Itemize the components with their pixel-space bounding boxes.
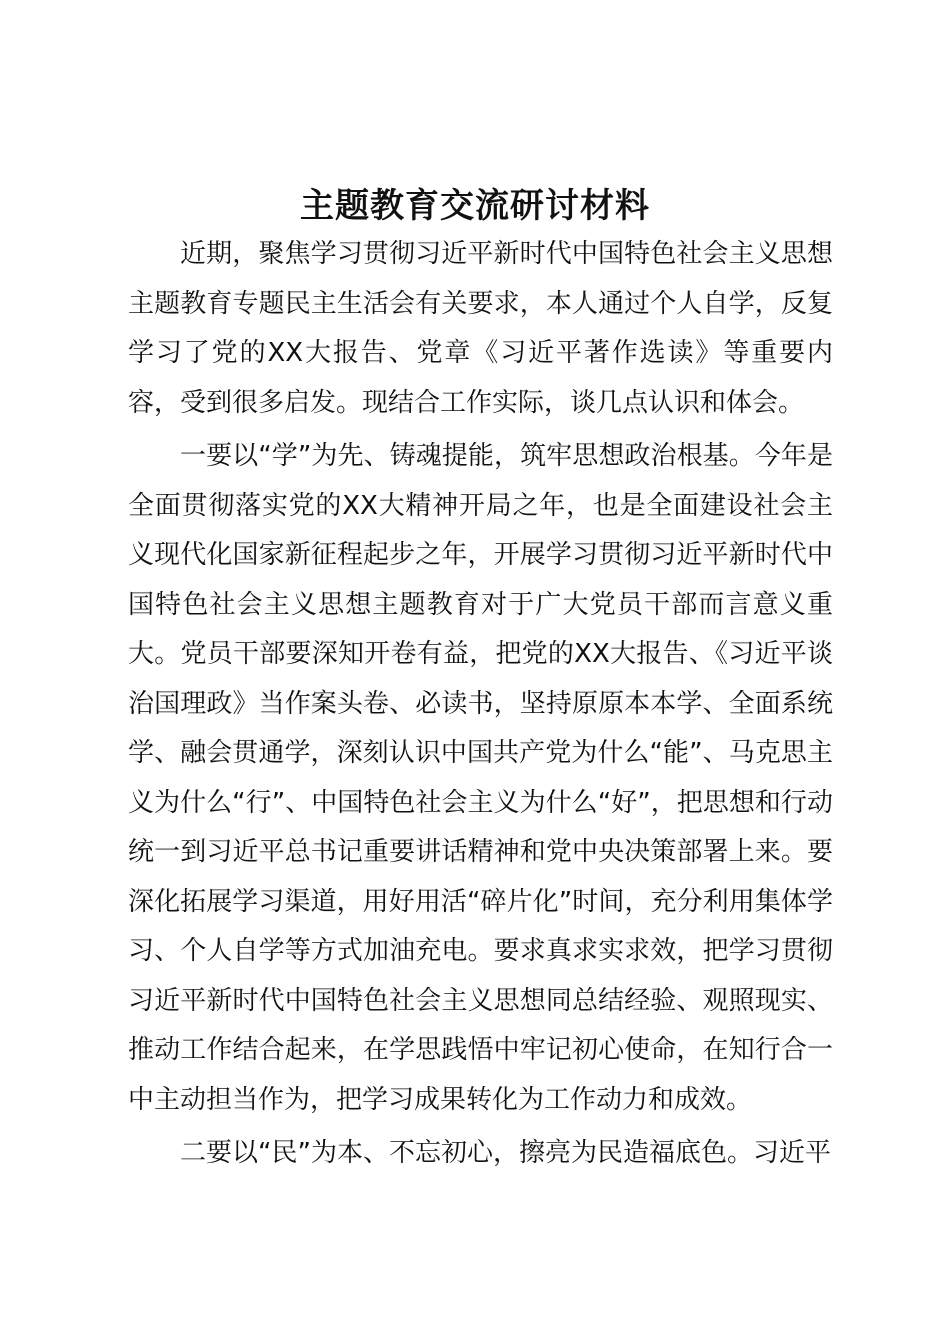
document-title: 主题教育交流研讨材料 <box>300 186 650 226</box>
paragraph-point-two: 二要以“民”为本、不忘初心，擦亮为民造福底色。习近平 <box>180 1138 831 1168</box>
document-body <box>128 230 833 1183</box>
paragraph-intro: 近期，聚焦学习贯彻习近平新时代中国特色社会主义思想主题教育专题民主生活会有关要求，本人通过个人自学，反复学习了党的XX大报告、党章《习近平著作选读》等重要内容，受到很多启发。现结合工作实际，谈几点认识和体会。 <box>128 239 833 418</box>
paragraph-point-one: 一要以“学”为先、铸魂提能，筑牢思想政治根基。今年是全面贯彻落实党的XX大精神开局之年，也是全面建设社会主义现代化国家新征程起步之年，开展学习贯彻习近平新时代中国特色社会主义思想主题教育对于广大党员干部而言意义重大。党员干部要深知开卷有益，把党的XX大报告、《习近平谈治国理政》当作案头卷、必读书，坚持原原本本学、全面系统学、融会贯通学，深刻认识中国共产党为什么“能”、马克思主义为什么“行”、中国特色社会主义为什么“好”，把思想和行动统一到习近平总书记重要讲话精神和党中央决策部署上来。要深化拓展学习渠道，用好用活“碎片化”时间，充分利用集体学习、个人自学等方式加油充电。要求真求实求效，把学习贯彻习近平新时代中国特色社会主义思想同总结经验、观照现实、推动工作结合起来，在学思践悟中牢记初心使命，在知行合一中主动担当作为，把学习成果转化为工作动力和成效。 <box>128 441 833 1115</box>
